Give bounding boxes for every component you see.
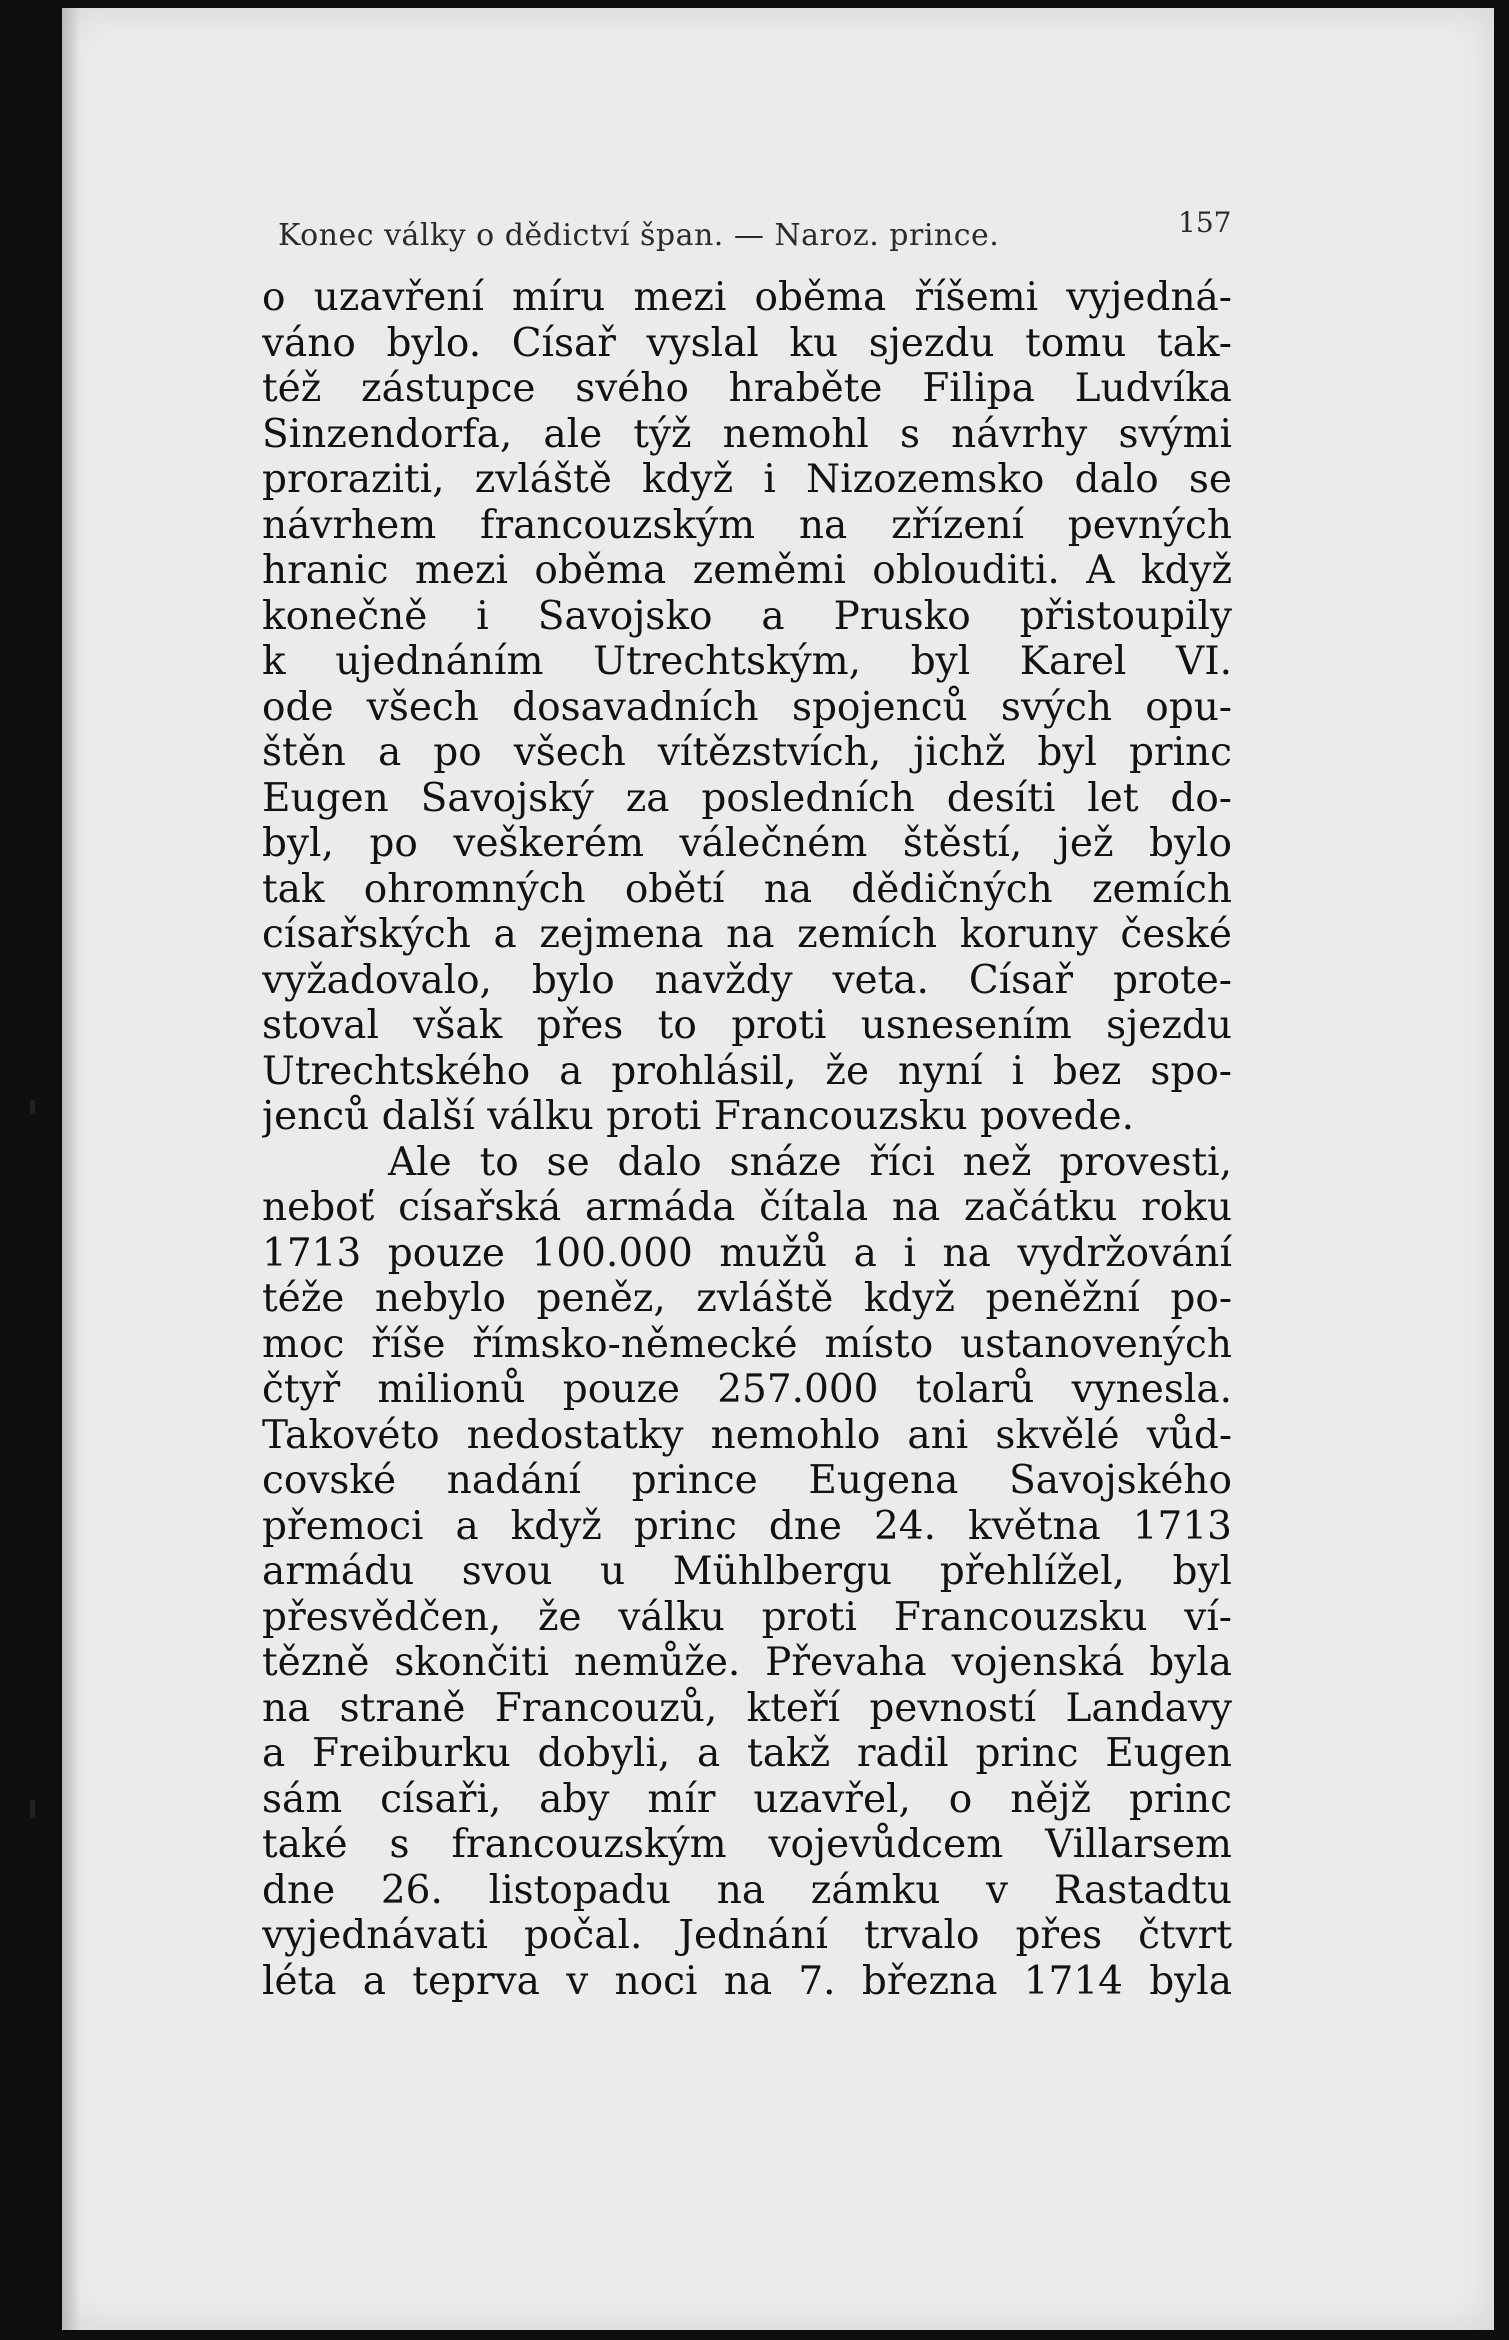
text-line: tak ohromných obětí na dědičných zemích (262, 866, 1232, 912)
text-line: též zástupce svého hraběte Filipa Ludvíka (262, 366, 1232, 411)
text-line: Utrechtského a prohlásil, že nyní i bez spo- (262, 1048, 1232, 1094)
text-line: covské nadání prince Eugena Savojského (262, 1458, 1232, 1503)
text-line: tězně skončiti nemůže. Převaha vojenská byla (262, 1640, 1232, 1685)
paragraph-start-line: Ale to se dalo snáze říci než provesti, (388, 1139, 1232, 1185)
text-line: neboť císařská armáda čítala na začátku roku (262, 1185, 1232, 1230)
text-line: Eugen Savojský za posledních desíti let do- (262, 775, 1232, 821)
text-line: přesvědčen, že válku proti Francouzsku ví- (262, 1594, 1232, 1640)
page-number: 157 (1178, 206, 1232, 239)
page-gutter-shadow (62, 8, 80, 2330)
text-line: léta a teprva v noci na 7. března 1714 byla (262, 1958, 1232, 2004)
text-line: hranic mezi oběma zeměmi oblouditi. A když (262, 548, 1232, 593)
text-line: Takovéto nedostatky nemohlo ani skvělé vůd- (262, 1412, 1232, 1458)
text-line: 1713 pouze 100.000 mužů a i na vydržování (262, 1230, 1232, 1276)
text-line: armádu svou u Mühlbergu přehlížel, byl (262, 1549, 1232, 1594)
text-line: byl, po veškerém válečném štěstí, jež bylo (262, 821, 1232, 866)
text-line: návrhem francouzským na zřízení pevných (262, 502, 1232, 548)
text-line: vyžadovalo, bylo navždy veta. Císař prote- (262, 957, 1232, 1003)
body-text (262, 275, 1232, 2004)
text-line: konečně i Savojsko a Prusko přistoupily (262, 593, 1232, 639)
text-line: na straně Francouzů, kteří pevností Landavy (262, 1685, 1232, 1731)
text-line: přemoci a když princ dne 24. května 1713 (262, 1503, 1232, 1549)
text-line: téže nebylo peněz, zvláště když peněžní po- (262, 1276, 1232, 1321)
paragraph-end-line: jenců další válku proti Francouzsku povede. (262, 1094, 1134, 1139)
text-line: také s francouzským vojevůdcem Villarsem (262, 1822, 1232, 1867)
text-line: dne 26. listopadu na zámku v Rastadtu (262, 1867, 1232, 1913)
text-line: a Freiburku dobyli, a takž radil princ Eugen (262, 1731, 1232, 1776)
text-line: sám císaři, aby mír uzavřel, o nějž princ (262, 1776, 1232, 1822)
text-line: císařských a zejmena na zemích koruny české (262, 912, 1232, 957)
text-line: proraziti, zvláště když i Nizozemsko dalo se (262, 457, 1232, 502)
text-line: štěn a po všech vítězstvích, jichž byl princ (262, 730, 1232, 775)
margin-mark (30, 1100, 35, 1114)
text-line: vyjednávati počal. Jednání trvalo přes čtvrt (262, 1913, 1232, 1958)
margin-mark (30, 1800, 35, 1818)
text-line: Sinzendorfa, ale týž nemohl s návrhy svými (262, 411, 1232, 457)
text-line: ode všech dosavadních spojenců svých opu- (262, 684, 1232, 730)
text-line: stoval však přes to proti usnesením sjezdu (262, 1003, 1232, 1048)
text-line: o uzavření míru mezi oběma říšemi vyjedná- (262, 275, 1232, 320)
text-line: moc říše římsko-německé místo ustanovených (262, 1321, 1232, 1367)
running-title: Konec války o dědictví špan. — Naroz. prince. (278, 218, 1000, 253)
running-header (278, 206, 1238, 262)
text-line: k ujednáním Utrechtským, byl Karel VI. (262, 639, 1232, 684)
text-line: váno bylo. Císař vyslal ku sjezdu tomu tak- (262, 320, 1232, 366)
text-line: čtyř milionů pouze 257.000 tolarů vynesla. (262, 1367, 1232, 1412)
